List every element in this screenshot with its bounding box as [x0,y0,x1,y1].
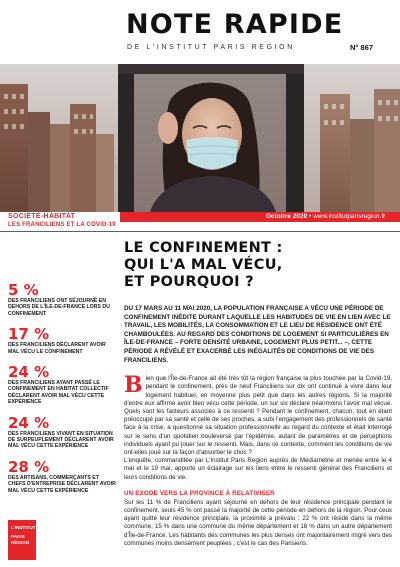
body-paragraph: L'enquête, commanditée par L'Institut Paris Region auprès de Médiamétrie et menée entre le 4 mai et le 19 mai, apporte un éclairage sur les liens entre le ressenti général des Franciliens et leurs conditions de vie. [124,457,392,481]
publication-subtitle: DE L'INSTITUT PARIS REGION [127,44,295,51]
website-link[interactable]: • www.institutparisregion.fr [307,213,386,220]
drop-cap: B [124,372,143,399]
key-figure [8,364,116,406]
article [124,240,392,548]
article-headline [124,240,392,291]
key-figure [8,326,116,355]
institut-logo [8,520,36,560]
section-label-area [0,212,120,232]
publication-date-line [266,213,385,220]
headline-line: LE CONFINEMENT : [124,240,283,256]
key-figure-text: DES ARTISANS, COMMERÇANTS ET CHEFS D'ENTREPRISE DÉCLARENT AVOIR MAL VÉCU CETTE EXPÉRIENCE [8,474,116,494]
logo-line-1: L'INSTITUT [11,525,36,530]
article-subheading: UN EXODE VERS LA PROVINCE À RELATIVISER [124,489,275,497]
masthead [0,0,400,60]
article-lead: DU 17 MARS AU 11 MAI 2020, LA POPULATION FRANÇAISE A VÉCU UNE PÉRIODE DE CONFINEMENT INÉDITE DURANT LAQUELLE LES HABITUDES DE VIE EN LIEN AVEC LE TRAVAIL, LES MOBILITÉS, LA CONSOMMATION ET LE LIEU DE RÉSIDENCE ONT ÉTÉ CHAMBOULÉES. AU REGARD DES CONDITIONS DE LOGEMENT SI PARTICULIÈRES EN ÎLE-DE-FRANCE – FORTE DENSITÉ URBAINE, LOGEMENT PLUS PETIT... –, CETTE PÉRIODE A RÉVÉLÉ ET EXACERBÉ LES INÉGALITÉS DE CONDITIONS DE VIE DES FRANCILIENS. [124,305,391,364]
key-figures-column [8,282,116,503]
cover-photo [0,64,400,212]
section-divider [0,231,400,232]
key-figure-value: 5 % [8,281,39,299]
article-body [124,372,392,482]
logo-line-3: RÉGION [11,540,30,545]
issue-number: N° 867 [350,43,374,52]
woman-with-mask-icon [0,64,400,212]
key-figure [8,415,116,450]
headline-line: ET POURQUOI ? [124,274,254,290]
section-topic: LES FRANCILIENS ET LA COVID-19 [8,222,116,228]
publication-date: Octobre 2020 [266,213,308,220]
headline-line: QUI L'A MAL VÉCU, [124,257,283,273]
key-figure-value: 24 % [8,413,50,432]
key-figure [8,459,116,494]
key-figure-text: DES FRANCILIENS DÉCLARENT AVOIR MAL VÉCU LE CONFINEMENT [8,342,106,355]
key-figure-value: 28 % [8,457,50,476]
body-paragraph: Sur les 11 % de Franciliens ayant séjourné en dehors de leur résidence principale pendant le confinement, seuls 45 % ont passé la majorité de cette période en dehors de la région. Pour ceux ayant quitté leur résidence principale, la proximité a prévalu : 22 % ont résidé dans la même commune, 15 % dans une commune du même département et 18 % dans un autre département d'Île-de-France. Les habitants des communes les plus denses ont majoritairement migré vers des communes moins densément peuplées ; c'est le cas des Parisiens. [124,498,392,547]
section-label: SOCIÉTÉ-HABITAT [8,213,76,220]
key-figure-text: DES FRANCILIENS AYANT PASSÉ LE CONFINEMENT EN HABITAT COLLECTIF DÉCLARENT AVOIR MAL VÉCU CETTE EXPÉRIENCE [8,380,109,406]
publication-title: NOTE RAPIDE [126,9,344,40]
section-band [0,212,400,232]
key-figure-value: 24 % [8,363,50,382]
logo-line-2: PARIS [11,534,25,539]
key-figure-value: 17 % [8,325,50,344]
key-figure-text: DES FRANCILIENS VIVANT EN SITUATION DE SURPEUPLEMENT DÉCLARENT AVOIR MAL VÉCU CETTE EXPÉRIENCE [8,430,114,450]
body-paragraph: ien que l'Île-de-France ait été très tôt la région française la plus touchée par la Covid-19, pendant le confinement, près de neuf Franciliens sur dix ont continué à vivre dans leur logement habituel, en moyenne plus petit que dans les autres régions. Si la majorité d'entre eux affirme avoir bien vécu cette période, un sur six déclare néanmoins l'avoir mal vécue. Quels sont les facteurs associés à ce ressenti ? Pendant le confinement, chacun, tout en étant préoccupé par sa santé et celle de ses proches, a subi l'engagement des professionnels de santé face à la crise, a questionné sa situation professionnelle au regard du contexte et était interrogé sur le sens d'un quotidien bouleversé par l'épidémie, autant de paramètres et de perceptions individuels ayant pu jouer sur le ressenti. Mais, dans ce contexte, comment les conditions de vie ont-elles joué sur la façon d'absorber le choc ? [124,375,392,456]
key-figure [8,282,116,317]
key-figure-text: DES FRANCILIENS ONT SÉJOURNÉ EN DEHORS DE L'ÎLE-DE-FRANCE LORS DU CONFINEMENT [8,298,110,317]
